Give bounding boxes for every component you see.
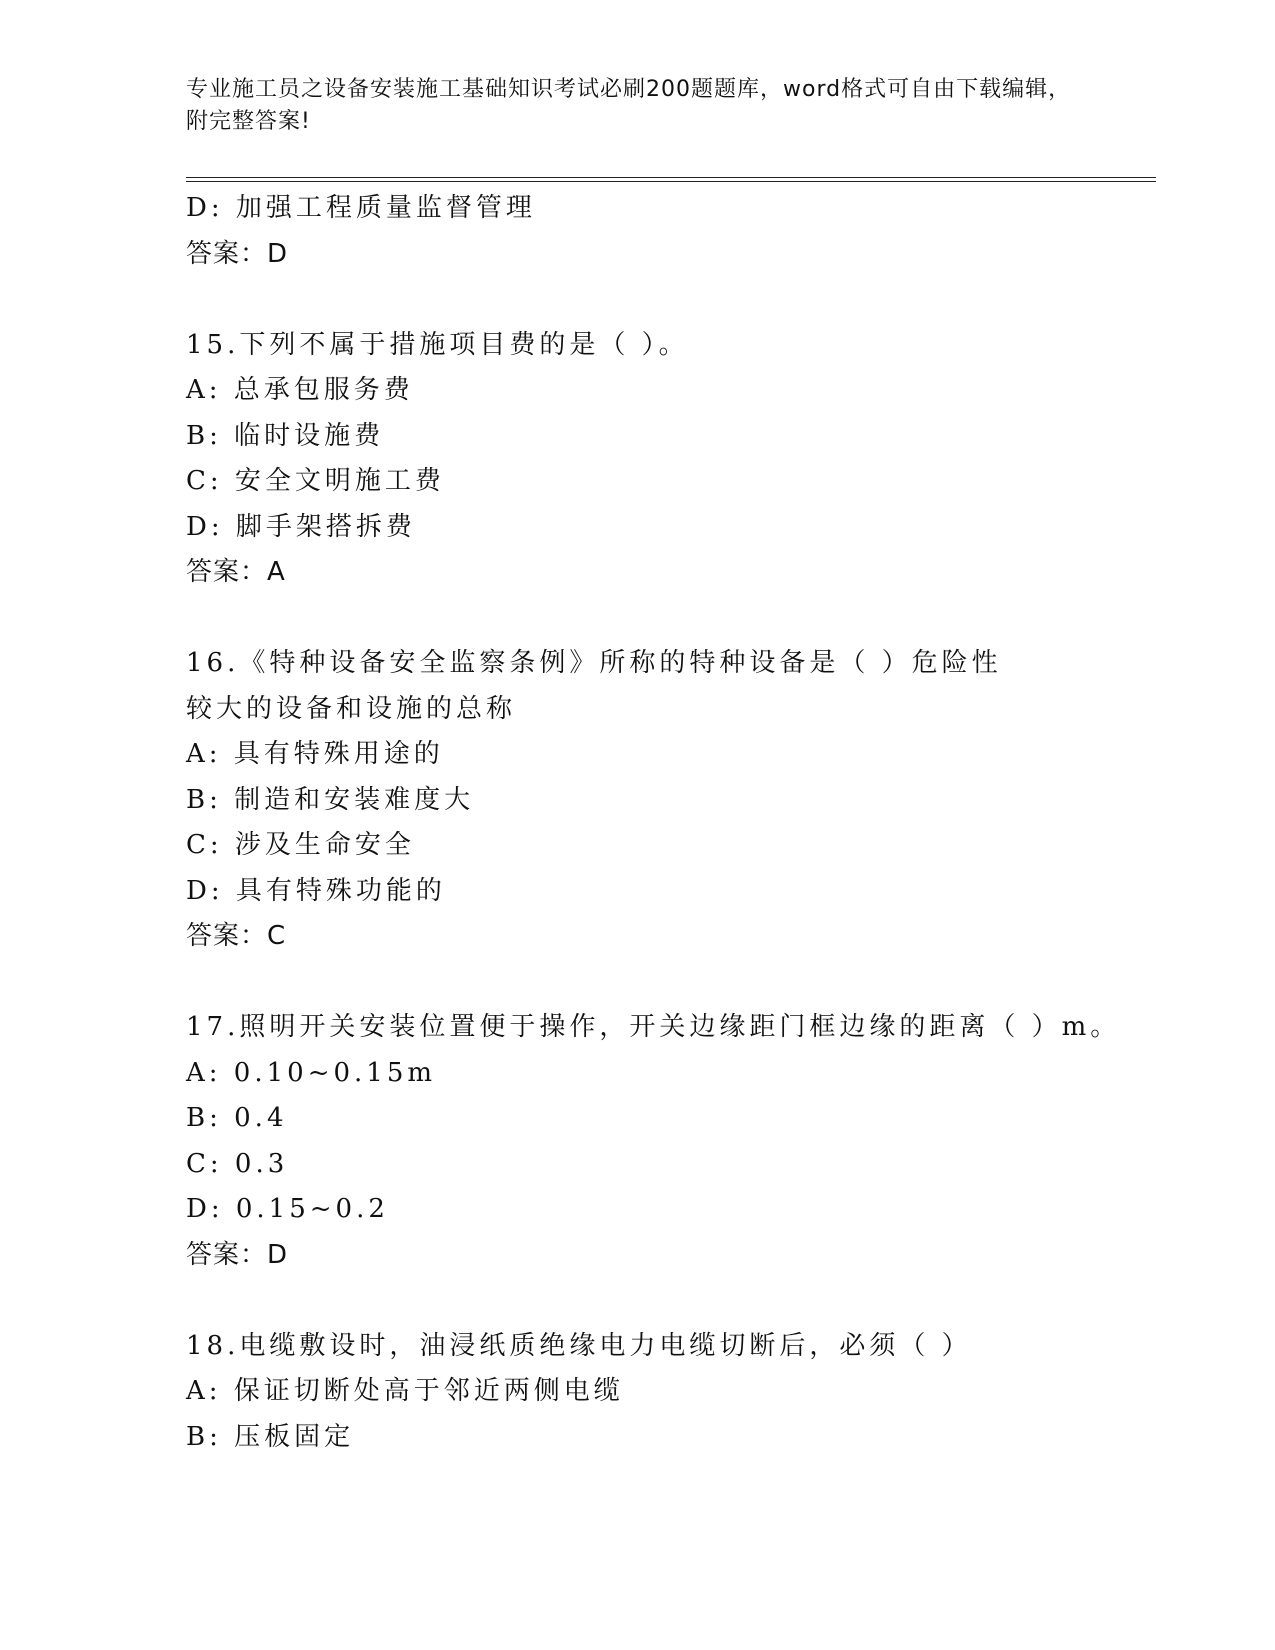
question-17-title: 17.照明开关安装位置便于操作，开关边缘距门框边缘的距离（ ）m。 xyxy=(186,1012,1121,1042)
question-16-answer: 答案：C xyxy=(186,921,287,951)
question-18-option-b: B: 压板固定 xyxy=(186,1421,355,1452)
spacer xyxy=(186,596,1136,642)
question-18-option-a: A: 保证切断处高于邻近两侧电缆 xyxy=(186,1376,624,1406)
spacer xyxy=(186,1278,1136,1324)
question-17-option-a: A: 0.10~0.15m xyxy=(186,1057,437,1088)
header-divider-bottom xyxy=(186,181,1156,182)
question-15-option-a: A: 总承包服务费 xyxy=(186,375,414,405)
question-16 xyxy=(186,641,1136,960)
question-16-option-d: D: 具有特殊功能的 xyxy=(186,875,446,906)
question-14-option-d: D: 加强工程质量监督管理 xyxy=(186,193,536,223)
question-17-option-b: B: 0.4 xyxy=(186,1103,288,1133)
question-15-title: 15.下列不属于措施项目费的是（ ）。 xyxy=(186,329,689,360)
document-header: 专业施工员之设备安装施工基础知识考试必刷200题题库，word格式可自由下载编辑，附完整答案! xyxy=(186,77,1072,134)
header-divider-top xyxy=(186,177,1156,178)
question-16-option-a: A: 具有特殊用途的 xyxy=(186,739,444,769)
spacer xyxy=(186,277,1136,323)
question-15-option-b: B: 临时设施费 xyxy=(186,420,385,451)
question-14-answer: 答案：D xyxy=(186,238,289,269)
question-list xyxy=(186,186,1136,1460)
spacer xyxy=(186,960,1136,1006)
question-17 xyxy=(186,1005,1136,1278)
question-15-answer: 答案：A xyxy=(186,557,286,587)
question-18 xyxy=(186,1324,1136,1461)
question-18-title: 18.电缆敷设时，油浸纸质绝缘电力电缆切断后，必须（ ） xyxy=(186,1330,972,1361)
question-17-answer: 答案：D xyxy=(186,1239,289,1270)
question-17-option-d: D: 0.15~0.2 xyxy=(186,1194,389,1224)
question-16-option-c: C: 涉及生命安全 xyxy=(186,830,415,860)
question-15-option-c: C: 安全文明施工费 xyxy=(186,466,445,496)
question-15-option-d: D: 脚手架搭拆费 xyxy=(186,511,416,542)
question-17-option-c: C: 0.3 xyxy=(186,1148,289,1179)
question-15 xyxy=(186,323,1136,596)
question-16-title: 16.《特种设备安全监察条例》所称的特种设备是（ ）危险性较大的设备和设施的总称 xyxy=(186,648,1002,724)
question-16-option-b: B: 制造和安装难度大 xyxy=(186,784,475,815)
